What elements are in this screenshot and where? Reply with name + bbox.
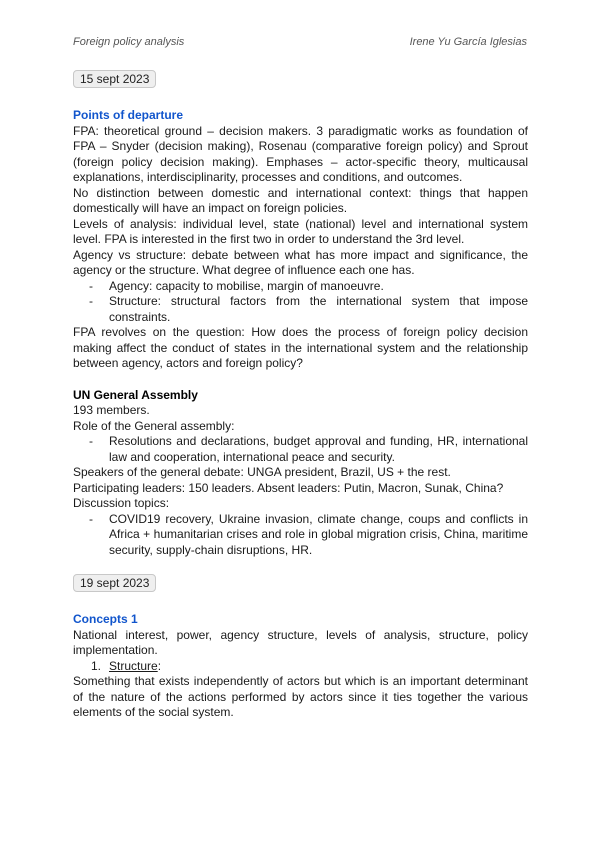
paragraph: Discussion topics:: [73, 496, 170, 510]
paragraph: Agency vs structure: debate between what has more impact and significance, the agency or the structure. What degree of influence each one has.: [73, 247, 528, 277]
date-chip[interactable]: 19 sept 2023: [73, 574, 156, 592]
paragraph: Levels of analysis: individual level, state (national) level and international system level. FPA is interested in the first two in order to understand the 3rd level.: [73, 216, 528, 246]
numbered-list: [73, 659, 528, 675]
list-item: - Agency: capacity to mobilise, margin of manoeuvre.: [89, 278, 384, 293]
paragraph: FPA: theoretical ground – decision makers. 3 paradigmatic works as foundation of FPA – Snyder (decision making), Rosenau (comparative foreign policy) and Sprout (foreign policy decision making). Emphases – actor-specific theory, multicausal explanations, interdisciplinarity, processes and conditions, and outcomes.: [73, 123, 528, 184]
section-concepts-1: [73, 574, 528, 721]
paragraph: National interest, power, agency structure, levels of analysis, structure, policy implementation.: [73, 627, 528, 657]
list-number: 1.: [91, 658, 102, 673]
paragraph: No distinction between domestic and international context: things that happen domestically will have an impact on foreign policies.: [73, 185, 528, 215]
section-heading: Concepts 1: [73, 612, 138, 626]
section-points-of-departure: [73, 70, 528, 372]
list-item: 1. Structure:: [91, 658, 162, 673]
section-un-general-assembly: [73, 388, 528, 559]
document-body: [73, 70, 528, 721]
paragraph: FPA revolves on the question: How does the process of foreign policy decision making affect the conduct of states in the international system and the relationship between agency, actors and foreign policy?: [73, 325, 528, 370]
page-header: [73, 36, 527, 52]
paragraph: Participating leaders: 150 leaders. Absent leaders: Putin, Macron, Sunak, China?: [73, 480, 504, 495]
bullet-list: [73, 279, 528, 326]
bullet-list: [73, 512, 528, 559]
list-item: - Structure: structural factors from the international system that impose constraints.: [89, 294, 528, 324]
section-heading: Points of departure: [73, 108, 184, 122]
list-item: - COVID19 recovery, Ukraine invasion, climate change, coups and conflicts in Africa + humanitarian crises and role in global migration crisis, China, maritime security, supply-chain disruptions, HR.: [89, 511, 528, 557]
header-course-title: Foreign policy analysis: [73, 36, 185, 48]
header-author: Irene Yu García Iglesias: [409, 36, 527, 48]
section-heading: UN General Assembly: [73, 387, 198, 402]
term-structure: Structure: [109, 658, 158, 673]
date-chip[interactable]: 15 sept 2023: [73, 70, 156, 88]
list-item: - Resolutions and declarations, budget approval and funding, HR, international law and cooperation, international peace and security.: [89, 434, 528, 464]
paragraph: 193 members.: [73, 403, 150, 417]
paragraph: Speakers of the general debate: UNGA president, Brazil, US + the rest.: [73, 465, 451, 479]
paragraph: Something that exists independently of actors but which is an important determinant of the nature of the actions performed by actors since it ties together the various elements of the social system.: [73, 674, 528, 719]
paragraph: Role of the General assembly:: [73, 418, 235, 433]
bullet-list: [73, 434, 528, 465]
